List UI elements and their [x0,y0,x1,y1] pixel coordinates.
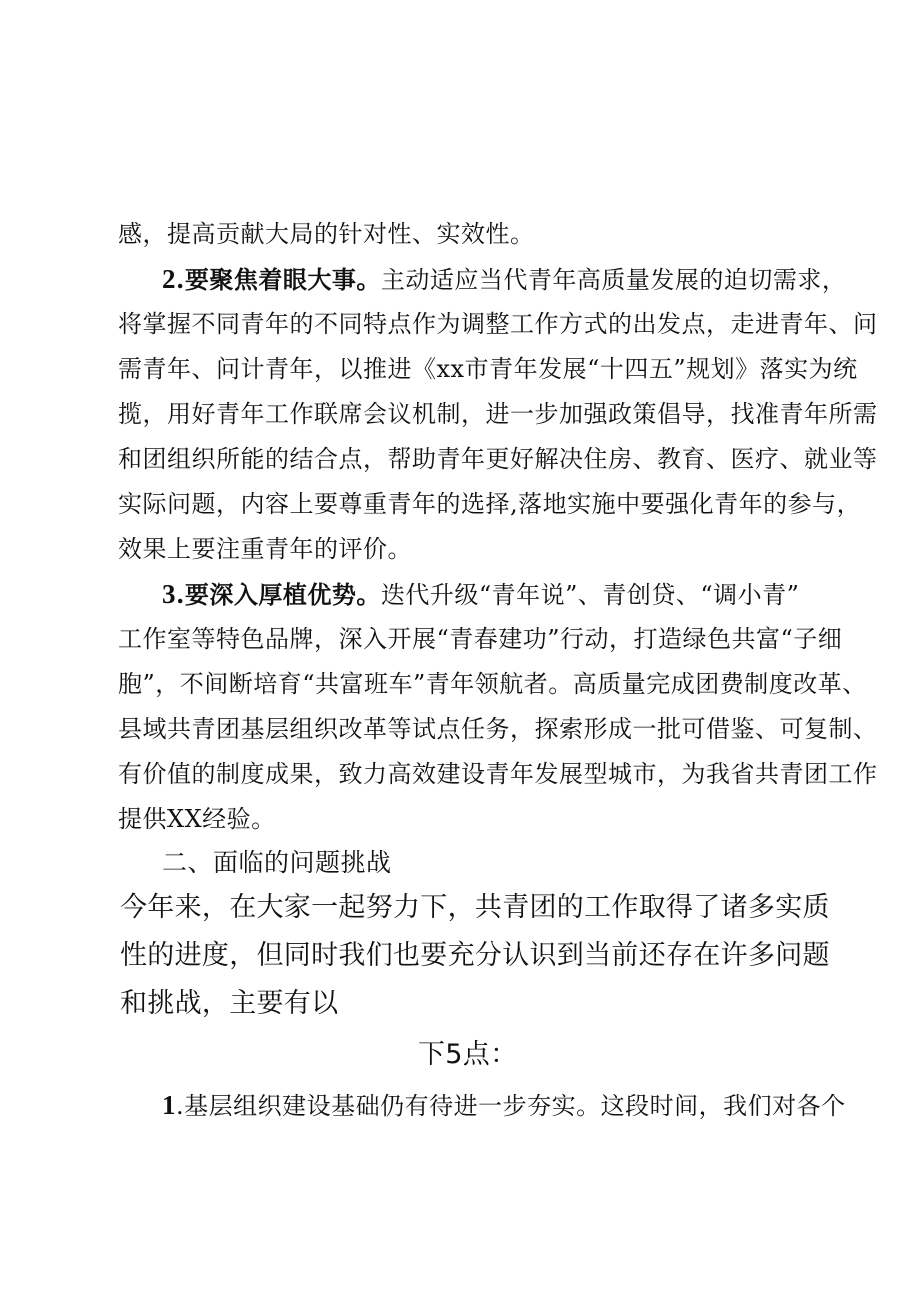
intro-line: 今年来，在大家一起努力下，共青团的工作取得了诸多实质 [120,892,830,923]
point-title: .要聚焦着眼大事。 [176,265,381,294]
item-text: .基层组织建设基础仍有待进一步夯实。这段时间，我们对各个 [176,1092,846,1120]
point-title: .要深入厚植优势。 [176,580,381,609]
point-text: 主动适应当代青年高质量发展的迫切需求， [380,266,847,294]
paragraph-line: 胞”，不间断培育“共富班车”青年领航者。高质量完成团费制度改革、 [118,670,867,698]
paragraph-line: 将掌握不同青年的不同特点作为调整工作方式的出发点，走进青年、问 [118,310,878,338]
item-1-line [162,1088,846,1123]
point-number: 3 [162,579,176,609]
point-3-heading [162,577,799,612]
point-2-heading [162,262,846,297]
point-number: 2 [162,264,176,294]
paragraph-line: 和团组织所能的结合点，帮助青年更好解决住房、教育、医疗、就业等 [118,445,878,473]
intro-line: 下5点： [418,1039,518,1070]
paragraph-line: 工作室等特色品牌，深入开展“青春建功”行动，打造绿色共富“子细 [118,625,843,653]
paragraph-line: 提供XX经验。 [118,805,276,833]
paragraph-line: 有价值的制度成果，致力高效建设青年发展型城市，为我省共青团工作 [118,760,878,788]
point-text: 迭代升级“青年说”、青创贷、“调小青” [380,581,800,609]
paragraph-line: 需青年、问计青年，以推进《xx市青年发展“十四五”规划》落实为统 [118,355,858,383]
paragraph-line: 效果上要注重青年的评价。 [118,535,412,563]
paragraph-line: 感，提高贡献大局的针对性、实效性。 [118,220,535,248]
paragraph-line: 揽，用好青年工作联席会议机制，进一步加强政策倡导，找准青年所需 [118,400,878,428]
paragraph-line: 实际问题，内容上要尊重青年的选择,落地实施中要强化青年的参与， [118,490,862,518]
intro-line: 性的进度，但同时我们也要充分认识到当前还存在许多问题 [120,940,830,971]
section-heading: 二、面临的问题挑战 [162,848,392,877]
intro-line: 和挑战，主要有以 [120,988,339,1019]
paragraph-line: 县域共青团基层组织改革等试点任务，探索形成一批可借鉴、可复制、 [118,715,878,743]
item-number: 1 [162,1090,176,1120]
